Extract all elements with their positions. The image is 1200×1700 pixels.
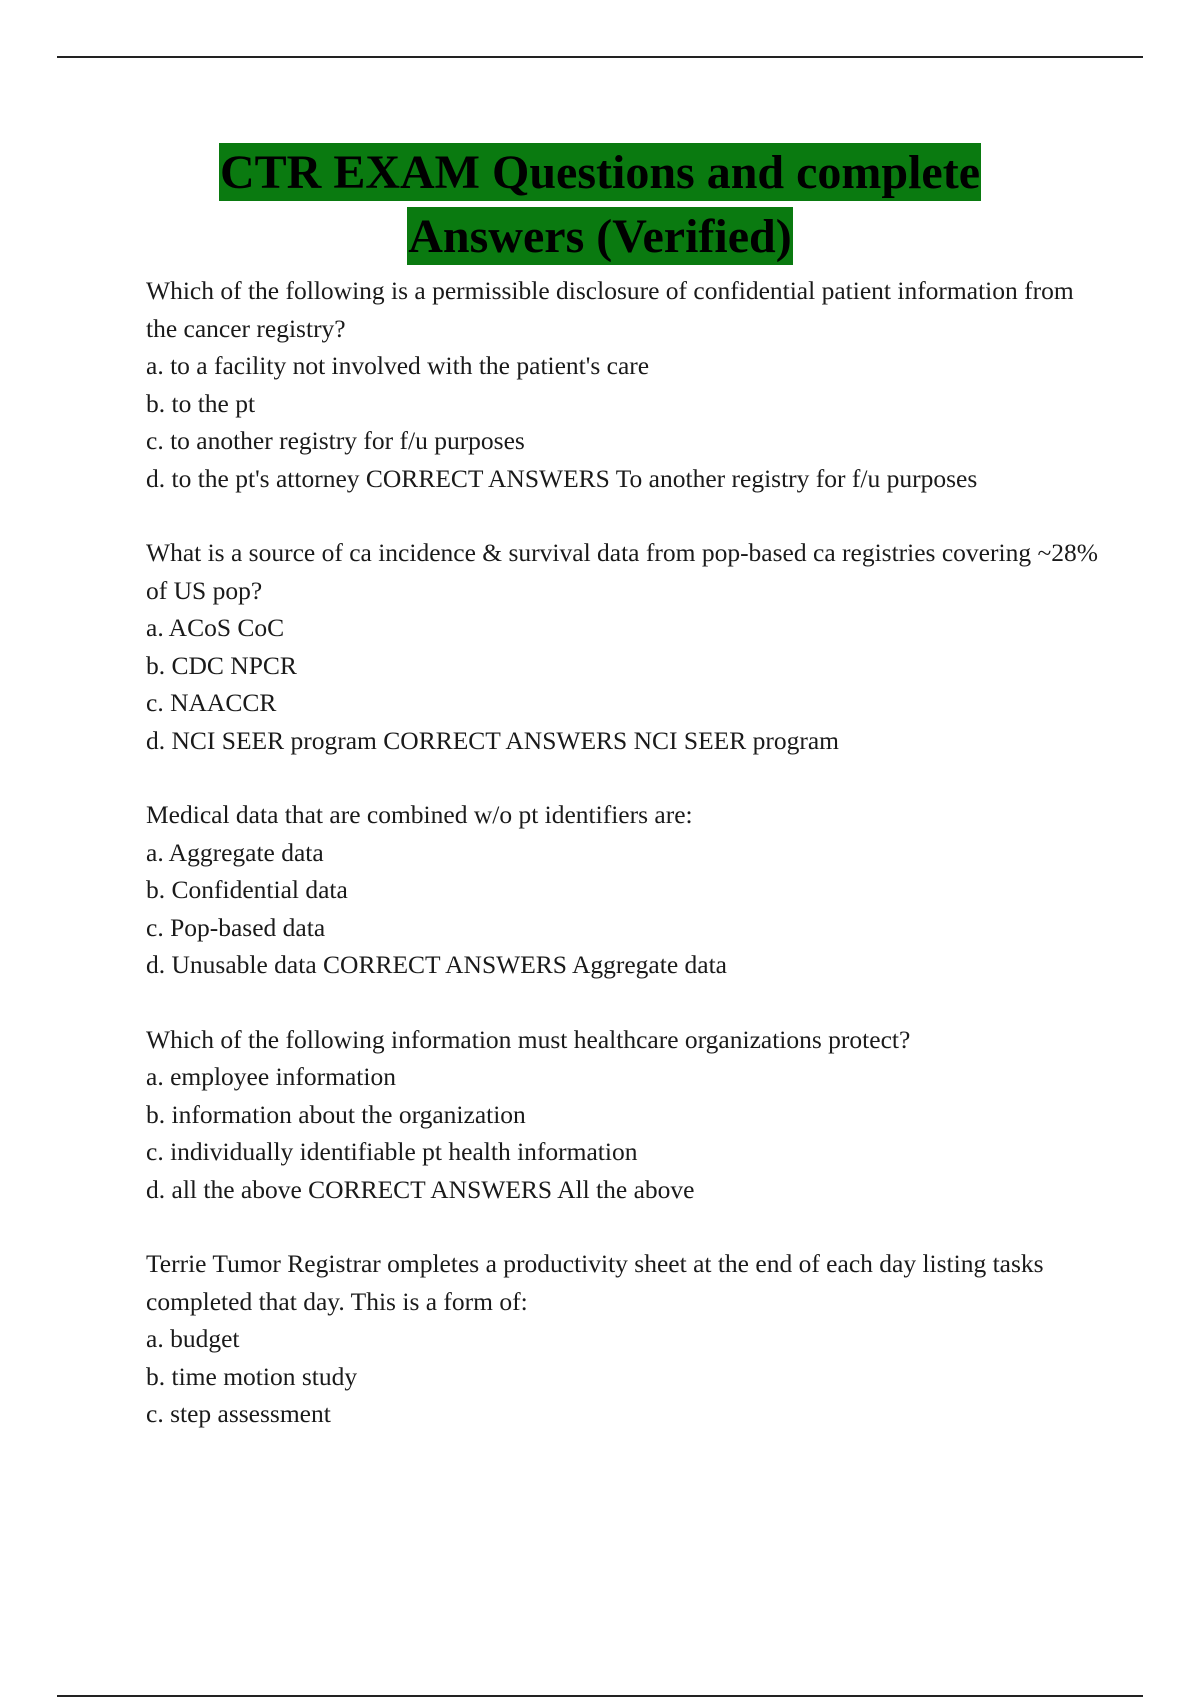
question-text: Which of the following information must healthcare organizations protect? — [146, 1024, 911, 1054]
title-line-1: CTR EXAM Questions and complete — [219, 143, 981, 201]
option-a: a. budget — [146, 1324, 240, 1353]
question-text: Terrie Tumor Registrar ompletes a productivity sheet at the end of each day listing tasks completed that day. This is a form of: — [146, 1249, 1044, 1316]
option-a: a. Aggregate data — [146, 837, 324, 867]
title-line-2: Answers (Verified) — [407, 207, 792, 265]
option-d-answer: d. to the pt's attorney CORRECT ANSWERS To another registry for f/u purposes — [146, 463, 978, 493]
question-1 — [146, 272, 1106, 497]
option-d-answer: d. NCI SEER program CORRECT ANSWERS NCI SEER program — [146, 725, 839, 755]
question-4 — [146, 1021, 1106, 1209]
option-c: c. Pop-based data — [146, 912, 326, 942]
top-divider — [57, 56, 1143, 58]
page-title — [0, 143, 1200, 271]
question-5 — [146, 1245, 1106, 1433]
option-c: c. NAACCR — [146, 688, 277, 717]
option-d-answer: d. all the above CORRECT ANSWERS All the above — [146, 1174, 695, 1204]
option-b: b. time motion study — [146, 1361, 358, 1391]
option-b: b. CDC NPCR — [146, 650, 297, 680]
option-b: b. Confidential data — [146, 875, 348, 904]
option-b: b. information about the organization — [146, 1099, 526, 1129]
option-a: a. to a facility not involved with the patient's care — [146, 351, 650, 380]
option-c: c. step assessment — [146, 1399, 331, 1428]
option-d-answer: d. Unusable data CORRECT ANSWERS Aggregate data — [146, 950, 727, 979]
bottom-divider — [57, 1695, 1143, 1697]
question-3 — [146, 796, 1106, 984]
question-text: Which of the following is a permissible disclosure of confidential patient information from the cancer registry? — [146, 276, 1074, 343]
option-a: a. employee information — [146, 1062, 396, 1091]
option-c: c. to another registry for f/u purposes — [146, 426, 525, 455]
question-2 — [146, 534, 1106, 759]
option-a: a. ACoS CoC — [146, 613, 285, 642]
question-text: What is a source of ca incidence & survival data from pop-based ca registries covering ~28% of US pop? — [146, 538, 1098, 605]
question-text: Medical data that are combined w/o pt identifiers are: — [146, 800, 693, 829]
option-b: b. to the pt — [146, 388, 256, 418]
option-c: c. individually identifiable pt health information — [146, 1137, 638, 1166]
question-list — [146, 272, 1106, 1470]
